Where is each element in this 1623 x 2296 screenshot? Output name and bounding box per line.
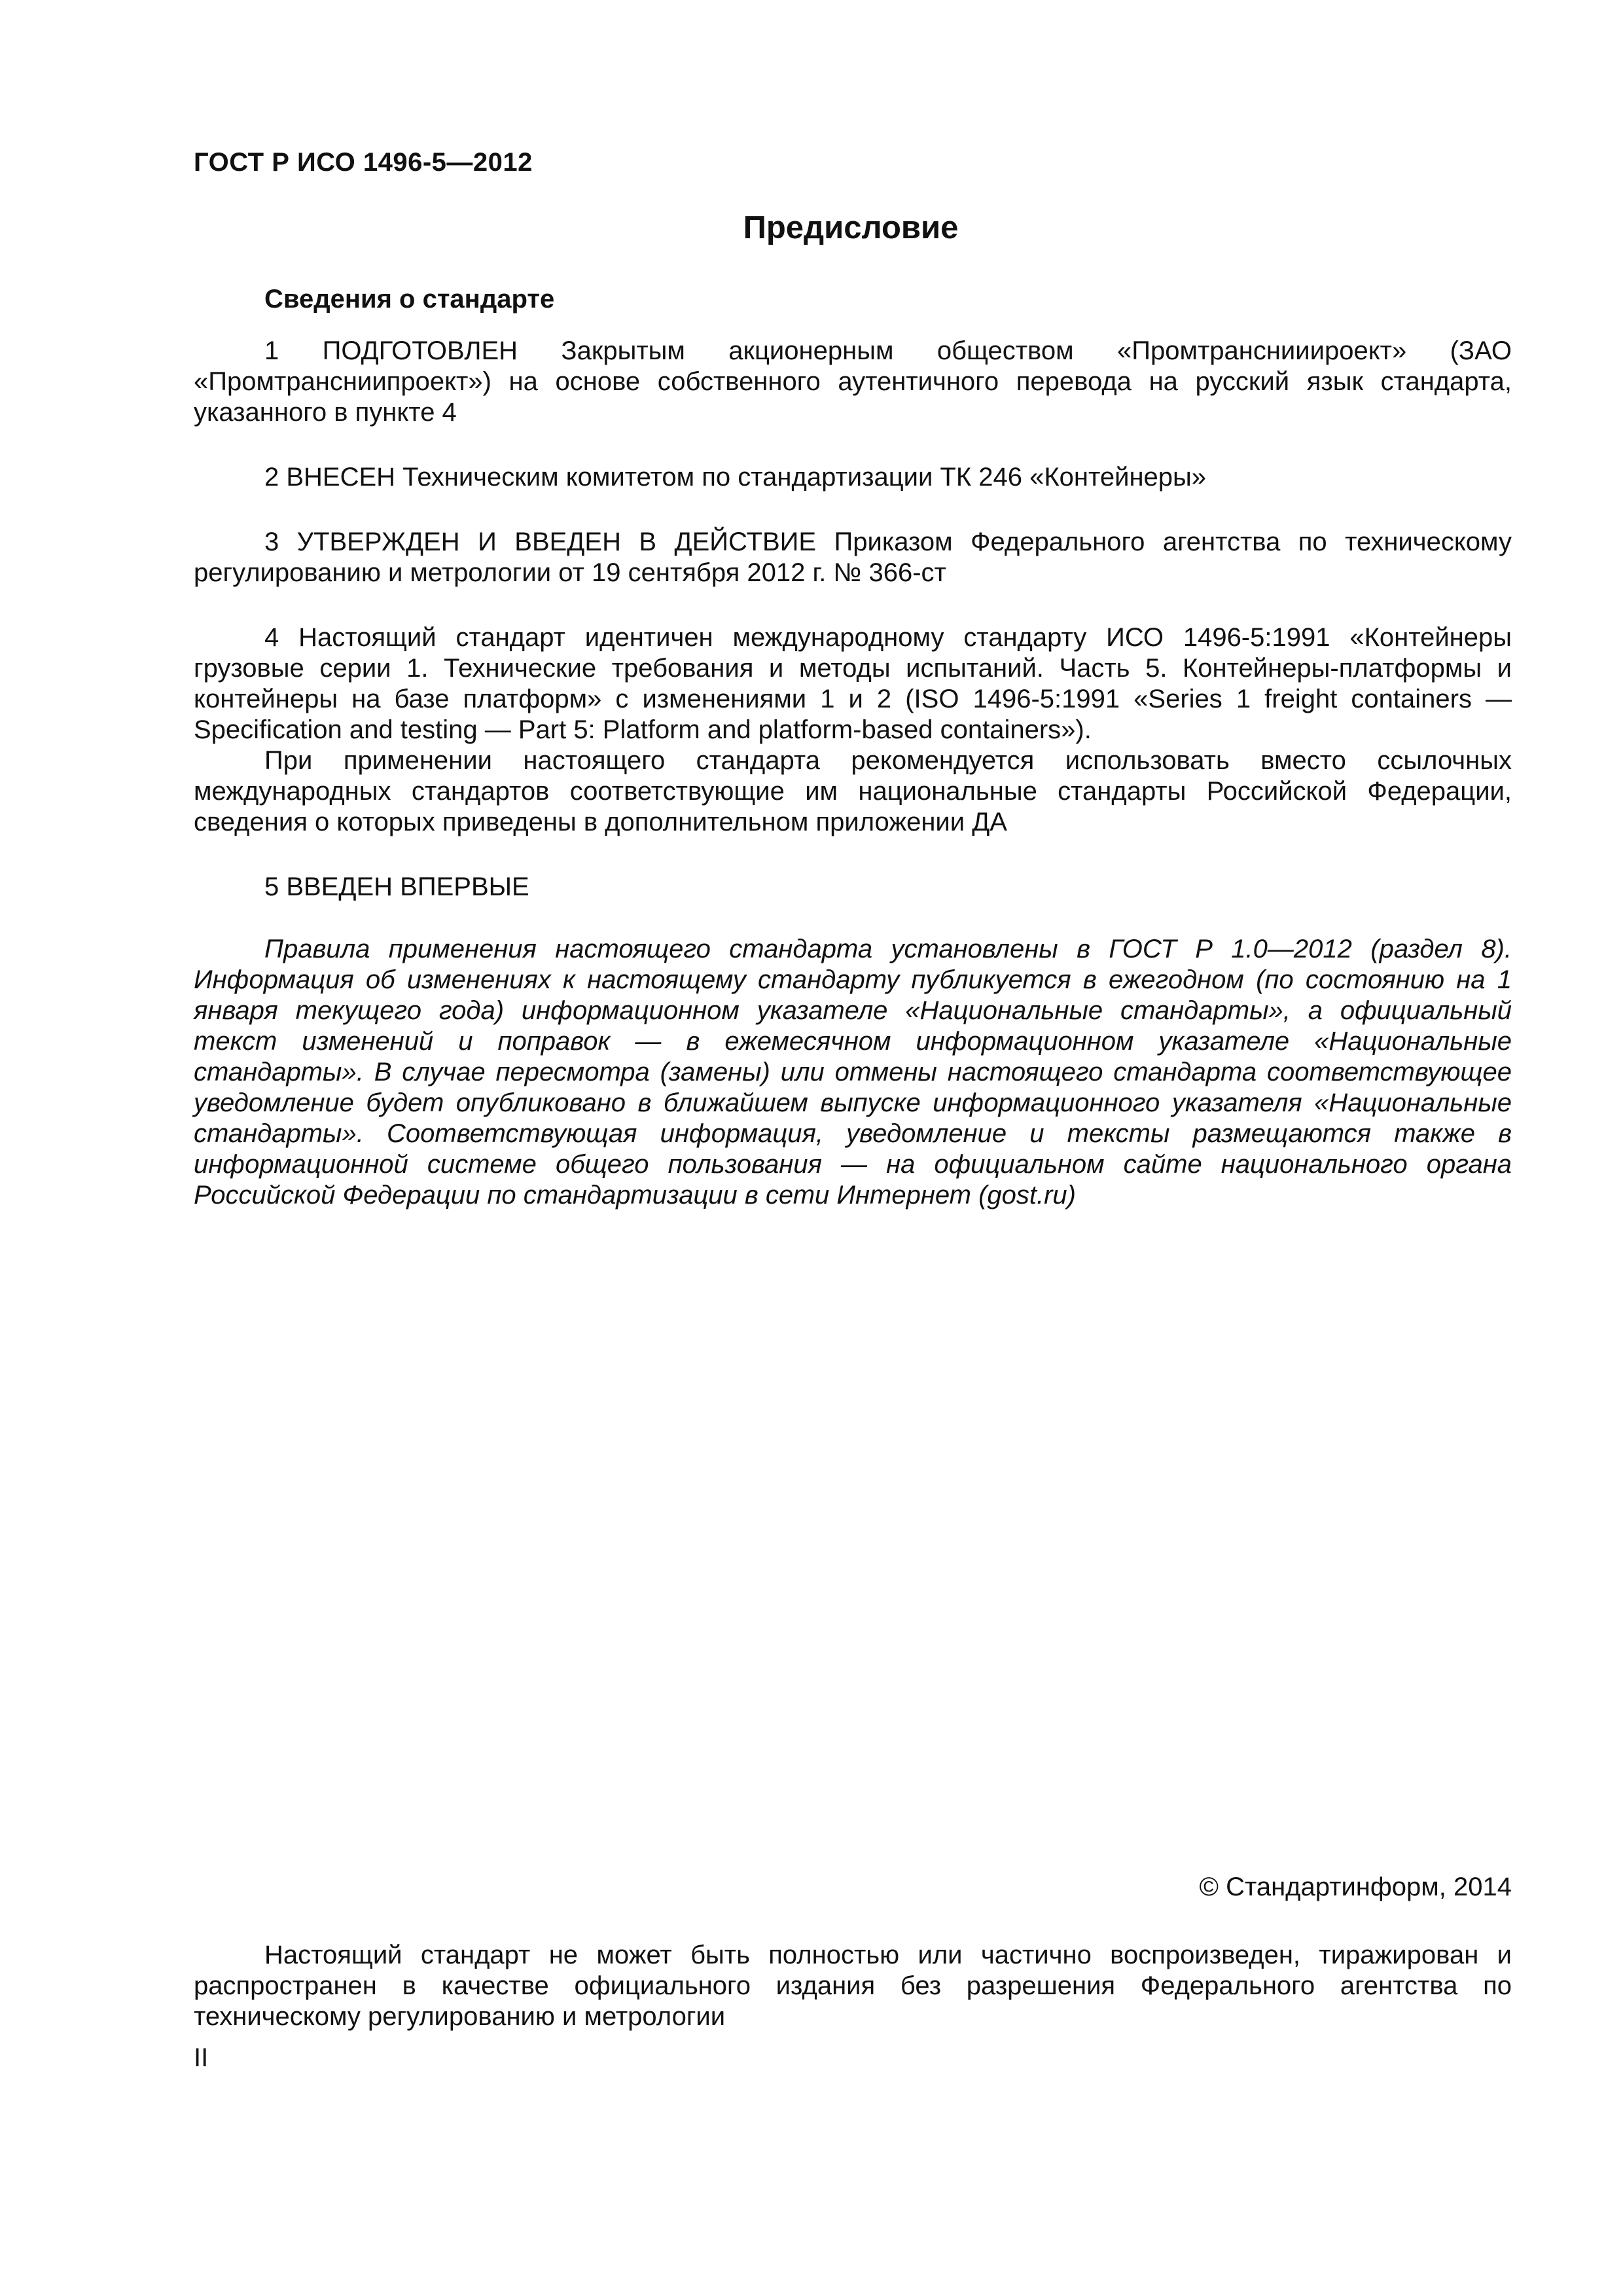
copyright-notice: © Стандартинформ, 2014 — [1199, 1873, 1512, 1901]
application-rules-notice: Правила применения настоящего стандарта установлены в ГОСТ Р 1.0—2012 (раздел 8). Информация об изменениях к настоящему стандарту публикуется в ежегодном (по состоянию на 1 января текущего года) информационном указателе «Национальные стандарты», а официальный текст изменений и поправок — в ежемесячном информационном указателе «Национальные стандарты». В случае пересмотра (замены) или отмены настоящего стандарта соответствующее уведомление будет опубликовано в ближайшем выпуске информационного указателя «Национальные стандарты». Соответствующая информация, уведомление и тексты размещаются также в информационной системе общего пользования — на официальном сайте национального органа Российской Федерации по стандартизации в сети Интернет (gost.ru) — [194, 935, 1512, 1210]
page-number: II — [194, 2043, 209, 2072]
section-heading: Сведения о стандарте — [264, 285, 555, 314]
foreword-item-4: 4 Настоящий стандарт идентичен международному стандарту ИСО 1496-5:1991 «Контейнеры грузовые серии 1. Технические требования и методы испытаний. Часть 5. Контейнеры-платформы и контейнеры на базе платформ» с изменениями 1 и 2 (ISO 1496-5:1991 «Series 1 freight containers — Specification and testing — Part 5: Platform and platform-based containers»). — [194, 623, 1512, 744]
foreword-item-1: 1 ПОДГОТОВЛЕН Закрытым акционерным обществом «Промтранснииироект» (ЗАО «Промтрансниипроект») на основе собственного аутентичного перевода на русский язык стандарта, указанного в пункте 4 — [194, 336, 1512, 427]
reproduction-rights-notice: Настоящий стандарт не может быть полностью или частично воспроизведен, тиражирован и распространен в качестве официального издания без разрешения Федерального агентства по техническому регулированию и метрологии — [194, 1941, 1512, 2031]
standard-code-header: ГОСТ Р ИСО 1496-5—2012 — [194, 148, 533, 177]
foreword-item-5: 5 ВВЕДЕН ВПЕРВЫЕ — [264, 872, 529, 901]
foreword-item-3: 3 УТВЕРЖДЕН И ВВЕДЕН В ДЕЙСТВИЕ Приказом Федерального агентства по техническому регулированию и метрологии от 19 сентября 2012 г. № 366-ст — [194, 528, 1512, 587]
foreword-body — [194, 284, 1512, 1211]
page-title: Предисловие — [743, 210, 959, 245]
foreword-item-4-note: При применении настоящего стандарта рекомендуется использовать вместо ссылочных международных стандартов соответствующие им национальные стандарты Российской Федерации, сведения о которых приведены в дополнительном приложении ДА — [194, 746, 1512, 836]
foreword-item-2: 2 ВНЕСЕН Техническим комитетом по стандартизации ТК 246 «Контейнеры» — [264, 463, 1207, 492]
